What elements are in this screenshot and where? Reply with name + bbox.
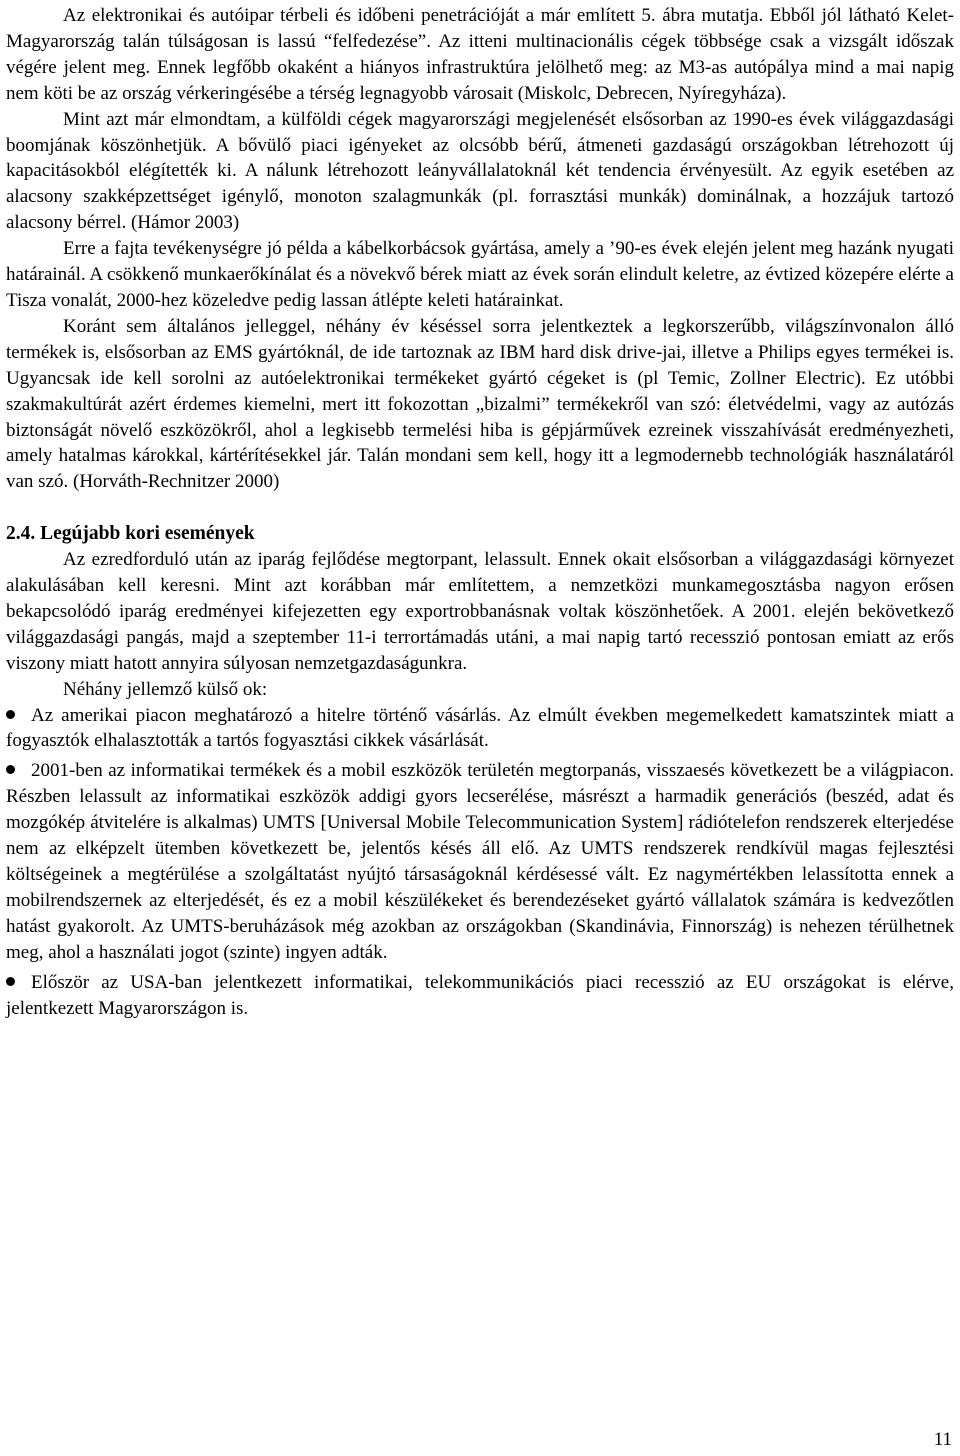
bullet-item-3	[6, 970, 954, 1022]
page-number: 11	[933, 1429, 952, 1450]
paragraph-4: Koránt sem általános jelleggel, néhány év késéssel sorra jelentkeztek a legkorszerűbb, világszínvonalon álló termékek is, elsősorban az EMS gyártóknál, de ide tartoznak az IBM hard disk drive-jai, illetve a Philips egyes termékei is. Ugyancsak ide kell sorolni az autóelektronikai termékeket gyártó cégeket is (pl Temic, Zollner Electric). Ez utóbbi szakmakultúrát azért érdemes kiemelni, mert itt fokozottan „bizalmi” termékekről van szó: életvédelmi, vagy az autózás biztonságát növelő eszközökről, ahol a legkisebb termelési hiba is gépjárművek ezreinek visszahívását eredményezheti, amely hatalmas károkkal, kártérítésekkel jár. Talán mondani sem kell, hogy itt a legmodernebb technológiák használatáról van szó. (Horváth-Rechnitzer 2000)	[6, 315, 954, 493]
bullet-icon	[6, 710, 15, 719]
bullet-icon	[6, 977, 15, 986]
bullet-text: Először az USA-ban jelentkezett informatikai, telekommunikációs piaci recesszió az EU országokat is elérve, jelentkezett Magyarországon is.	[6, 971, 954, 1019]
bullet-item-2	[6, 758, 954, 965]
bullet-text: Az amerikai piacon meghatározó a hitelre történő vásárlás. Az elmúlt években megemelkedett kamatszintek miatt a fogyasztók elhalasztották a tartós fogyasztási cikkek vásárlását.	[6, 704, 954, 752]
paragraph-1: Az elektronikai és autóipar térbeli és időbeni penetrációját a már említett 5. ábra mutatja. Ebből jól látható Kelet-Magyarország talán túlságosan is lassú “felfedezése”. Az itteni multinacionális cégek többsége csak a vizsgált időszak végére jelent meg. Ennek legfőbb okaként a hiányos infrastruktúra jelölhető meg: az M3-as autópálya mind a mai napig nem köti be az ország vérkeringésébe a térség legnagyobb városait (Miskolc, Debrecen, Nyíregyháza).	[6, 5, 954, 104]
paragraph-3: Erre a fajta tevékenységre jó példa a kábelkorbácsok gyártása, amely a ’90-es évek elején jelent meg hazánk nyugati határainál. A csökkenő munkaerőkínálat és a növekvő bérek miatt az évek során elindult keletre, az évtized közepére elérte a Tisza vonalát, 2000-hez közeledve pedig lassan átlépte keleti határainkat.	[6, 238, 954, 311]
document-page	[6, 0, 954, 1021]
paragraph-6: Néhány jellemző külső ok:	[63, 678, 268, 700]
bullet-item-1	[6, 703, 954, 755]
bullet-text: 2001-ben az informatikai termékek és a mobil eszközök területén megtorpanás, visszaesés következett be a világpiacon. Részben lelassult az informatikai eszközök addigi gyors lecserélése, másrészt a harmadik generációs (beszéd, adat és mozgókép átvitelére is alkalmas) UMTS [Universal Mobile Telecommunication System] rádiótelefon rendszerek elterjedése nem az elképzelt ütemben következett be, jelentős késés áll elő. Az UMTS rendszerek rendkívül magas fejlesztési költségeinek a megtérülése a szolgáltatást nyújtó társaságoknál kérdésessé vált. Ez nagymértékben lelassította ennek a mobilrendszernek az elterjedését, és ez a mobil készülékeket és berendezéseket gyártó vállalatok számára is kedvezőtlen hatást gyakorolt. Az UMTS-beruházások még azokban az országokban (Skandinávia, Finnország) is nehezen térülhetnek meg, ahol a használati jogot (szinte) ingyen adták.	[6, 760, 954, 963]
paragraph-5: Az ezredforduló után az iparág fejlődése megtorpant, lelassult. Ennek okait elsősorban a világgazdasági környezet alakulásában kell keresni. Mint azt korábban már említettem, a nemzetközi munkamegosztásba nagyon erősen bekapcsolódó iparág eredményei kifejezetten egy exportrobbanásnak voltak köszönhetőek. A 2001. elején bekövetkező világgazdasági pangás, majd a szeptember 11-i terrortámadás utáni, a mai napig tartó recesszió pontosan emiatt az erős viszony miatt hatott annyira súlyosan nemzetgazdaságunkra.	[6, 549, 954, 674]
bullet-icon	[6, 765, 15, 774]
paragraph-2: Mint azt már elmondtam, a külföldi cégek magyarországi megjelenését elsősorban az 1990-es évek világgazdasági boomjának köszönhetjük. A bővülő piaci igényeket az olcsóbb bérű, átmeneti gazdaságú országokban létrehozott új kapacitásokból elégítették ki. A nálunk létrehozott leányvállalatoknál két tendencia érvényesült. Az egyik esetében az alacsony szakképzettséget igénylő, monoton szalagmunkák (pl. forrasztási munkák) dominálnak, a hozzájuk tartozó alacsony bérrel. (Hámor 2003)	[6, 108, 954, 234]
section-heading: 2.4. Legújabb kori események	[6, 523, 255, 545]
